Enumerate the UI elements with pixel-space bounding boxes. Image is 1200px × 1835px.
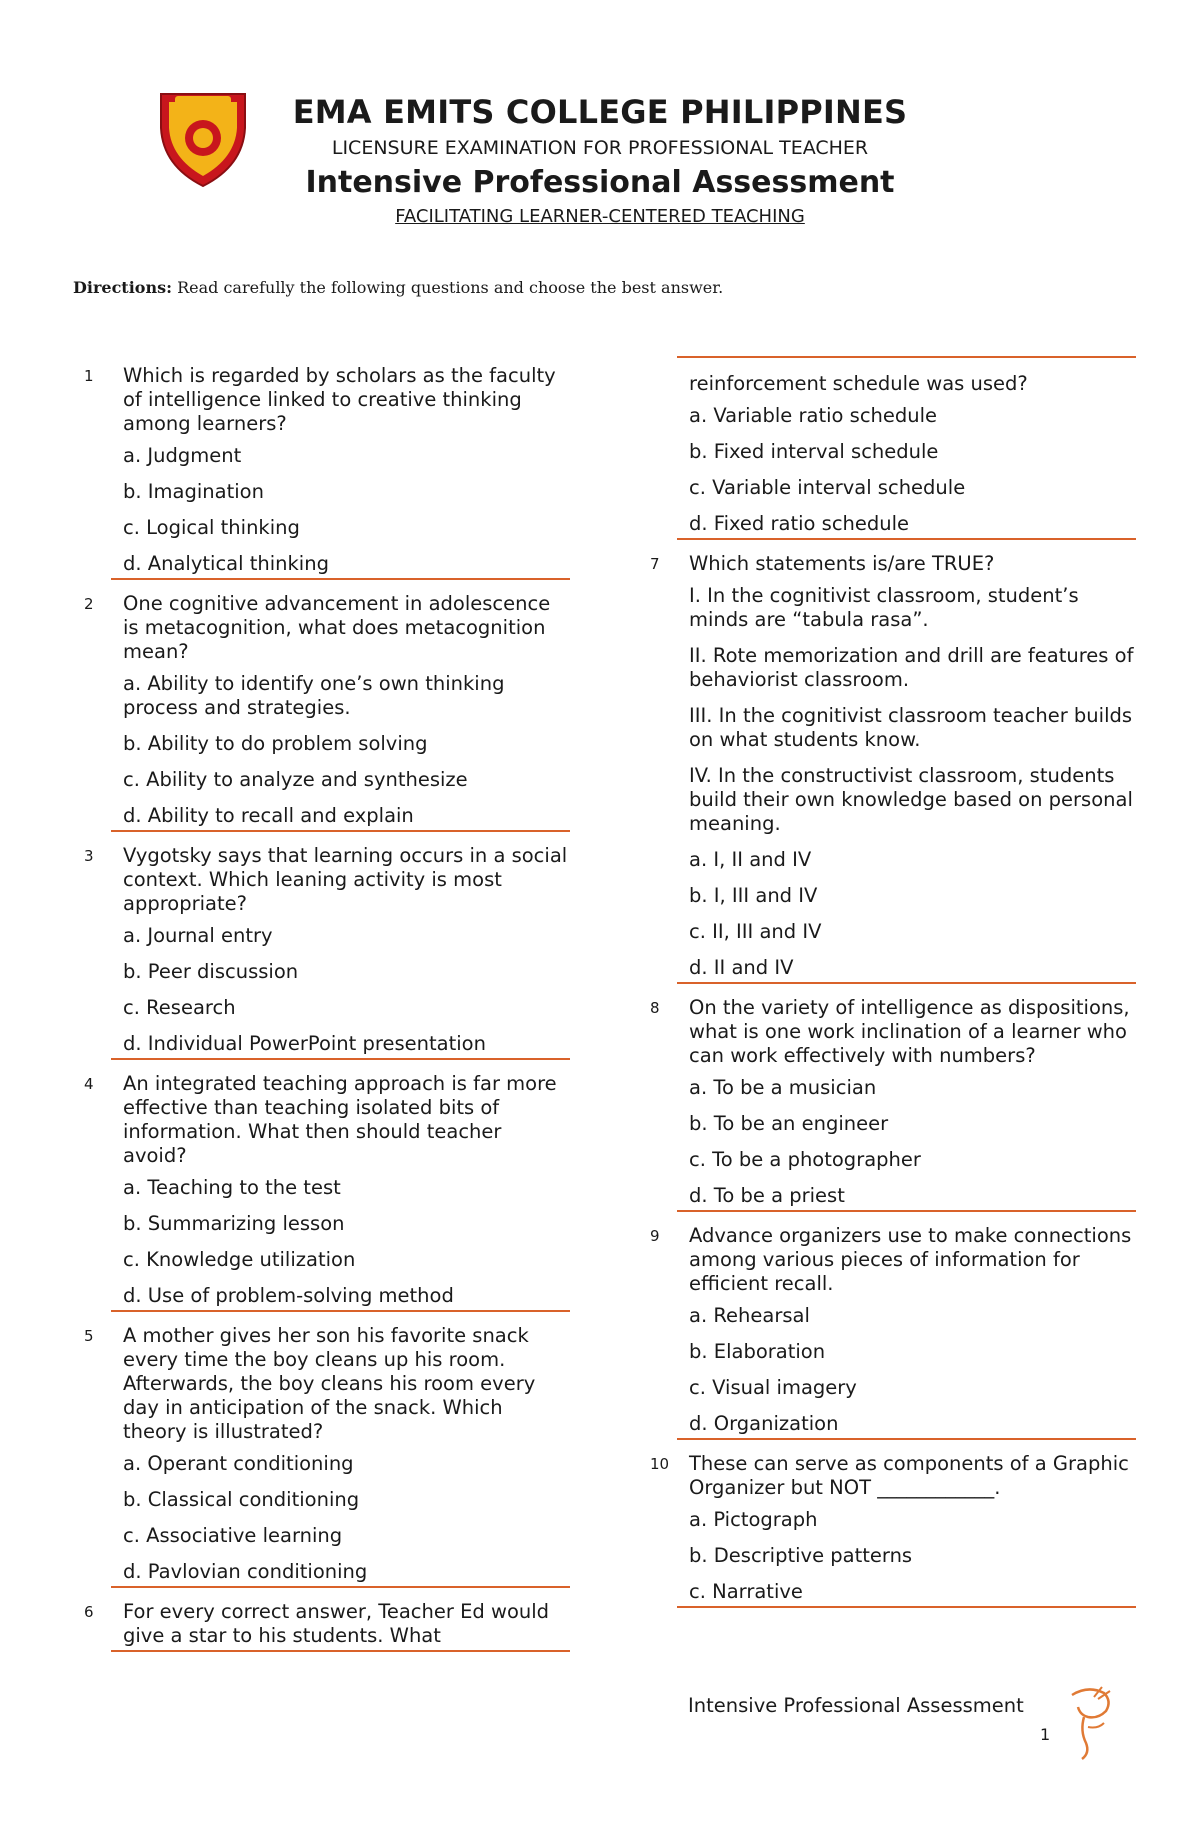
option: a. Teaching to the test (123, 1176, 341, 1199)
question-text: A mother gives her son his favorite snack every time the boy cleans up his room. Afterwards, the boy cleans his room every day in anticipation of the snack. Which theory is illustrated? (123, 1324, 536, 1443)
college-name: EMA EMITS COLLEGE PHILIPPINES (292, 93, 908, 131)
question-number: 5 (84, 1327, 94, 1345)
question-6 (84, 1600, 570, 1652)
option: b. Peer discussion (123, 960, 299, 983)
footer-title: Intensive Professional Assessment (688, 1694, 1024, 1717)
option: a. Judgment (123, 444, 242, 467)
option: d. Organization (689, 1412, 839, 1435)
question-text: reinforcement schedule was used? (689, 372, 1028, 395)
statement: II. Rote memorization and drill are features of behaviorist classroom. (689, 644, 1134, 691)
question-number: 8 (650, 999, 660, 1017)
directions (73, 278, 723, 297)
option: d. Pavlovian conditioning (123, 1560, 368, 1583)
option: a. Journal entry (123, 924, 273, 947)
licensure-subtitle: LICENSURE EXAMINATION FOR PROFESSIONAL TEACHER (331, 137, 869, 159)
option: c. Research (123, 996, 236, 1019)
option: b. Fixed interval schedule (689, 440, 939, 463)
question-text: Vygotsky says that learning occurs in a social context. Which leaning activity is most appropriate? (123, 844, 568, 915)
option: c. Narrative (689, 1580, 803, 1603)
option: b. To be an engineer (689, 1112, 889, 1135)
option: d. Use of problem-solving method (123, 1284, 454, 1307)
divider-rule (677, 356, 1136, 358)
option: a. I, II and IV (689, 848, 812, 871)
question-number: 10 (650, 1455, 670, 1473)
question-number: 3 (84, 847, 94, 865)
option: d. Ability to recall and explain (123, 804, 414, 827)
option: c. To be a photographer (689, 1148, 921, 1171)
question-number: 4 (84, 1075, 94, 1093)
option: c. II, III and IV (689, 920, 822, 943)
option: c. Logical thinking (123, 516, 300, 539)
question-text: An integrated teaching approach is far more effective than teaching isolated bits of information. What then should teacher avoid? (123, 1072, 557, 1167)
statement: IV. In the constructivist classroom, students build their own knowledge based on personal meaning. (689, 764, 1133, 835)
question-text: Which is regarded by scholars as the faculty of intelligence linked to creative thinking among learners? (123, 364, 556, 435)
mascot-sketch-icon (1058, 1683, 1118, 1761)
question-text: Advance organizers use to make connections among various pieces of information for efficient recall. (689, 1224, 1132, 1295)
assessment-title: Intensive Professional Assessment (305, 165, 895, 200)
question-text: On the variety of intelligence as dispositions, what is one work inclination of a learner who can work effectively with numbers? (689, 996, 1130, 1067)
option: b. I, III and IV (689, 884, 818, 907)
option: b. Descriptive patterns (689, 1544, 913, 1567)
question-number: 6 (84, 1603, 94, 1621)
option: c. Knowledge utilization (123, 1248, 356, 1271)
option: c. Associative learning (123, 1524, 343, 1547)
option: d. Fixed ratio schedule (689, 512, 910, 535)
question-6-continued (677, 372, 1136, 540)
option: d. Individual PowerPoint presentation (123, 1032, 486, 1055)
question-1 (84, 364, 570, 580)
statement: I. In the cognitivist classroom, student’s minds are “tabula rasa”. (689, 584, 1079, 631)
option: a. Pictograph (689, 1508, 818, 1531)
question-4 (84, 1072, 570, 1312)
option: c. Variable interval schedule (689, 476, 966, 499)
statement: III. In the cognitivist classroom teacher builds on what students know. (689, 704, 1133, 751)
question-text: These can serve as components of a Graphic Organizer but NOT ____________. (689, 1452, 1129, 1499)
question-3 (84, 844, 570, 1060)
question-7 (650, 552, 1136, 984)
question-number: 1 (84, 367, 94, 385)
directions-label: Directions: (73, 278, 172, 297)
question-text: One cognitive advancement in adolescence is metacognition, what does metacognition mean? (123, 592, 551, 663)
option: d. Analytical thinking (123, 552, 329, 575)
question-10 (650, 1452, 1136, 1608)
question-text: Which statements is/are TRUE? (689, 552, 995, 575)
option: d. To be a priest (689, 1184, 845, 1207)
option: a. Rehearsal (689, 1304, 810, 1327)
question-number: 7 (650, 555, 660, 573)
question-text: For every correct answer, Teacher Ed would give a star to his students. What (123, 1600, 550, 1647)
option: c. Visual imagery (689, 1376, 857, 1399)
left-column (84, 364, 570, 1664)
question-9 (650, 1224, 1136, 1440)
directions-text: Read carefully the following questions and choose the best answer. (172, 278, 724, 297)
option: a. To be a musician (689, 1076, 877, 1099)
question-5 (84, 1324, 570, 1588)
option: b. Elaboration (689, 1340, 826, 1363)
option: b. Summarizing lesson (123, 1212, 345, 1235)
right-column (650, 356, 1136, 1620)
option: b. Classical conditioning (123, 1488, 360, 1511)
option: a. Operant conditioning (123, 1452, 354, 1475)
option: a. Variable ratio schedule (689, 404, 938, 427)
option: b. Imagination (123, 480, 264, 503)
question-2 (84, 592, 570, 832)
option: a. Ability to identify one’s own thinking process and strategies. (123, 672, 505, 719)
question-8 (650, 996, 1136, 1212)
option: b. Ability to do problem solving (123, 732, 428, 755)
option: c. Ability to analyze and synthesize (123, 768, 468, 791)
question-number: 2 (84, 595, 94, 613)
page-number: 1 (1040, 1725, 1051, 1744)
subject-title: FACILITATING LEARNER-CENTERED TEACHING (395, 206, 805, 227)
question-number: 9 (650, 1227, 660, 1245)
option: d. II and IV (689, 956, 794, 979)
